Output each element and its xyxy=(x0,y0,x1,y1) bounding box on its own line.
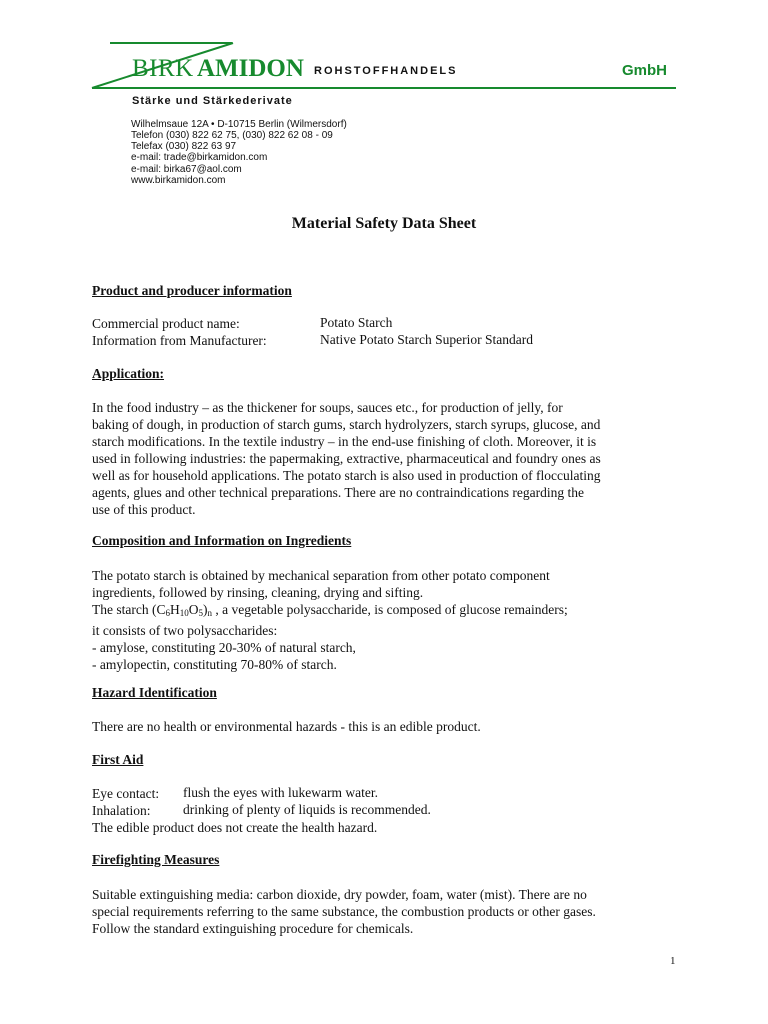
document-title: Material Safety Data Sheet xyxy=(291,215,477,232)
contact-address: Wilhelmsaue 12A • D-10715 Berlin (Wilmersdorf) xyxy=(131,119,347,130)
composition-formula-line xyxy=(92,601,682,622)
contact-email-1[interactable]: e-mail: trade@birkamidon.com xyxy=(131,152,268,163)
first-aid-inhalation-value: drinking of plenty of liquids is recommended. xyxy=(183,802,431,817)
first-aid-inhalation-label: Inhalation: xyxy=(92,803,151,818)
formula-suffix: , a vegetable polysaccharide, is composed of glucose remainders; xyxy=(211,602,568,617)
composition-paragraph xyxy=(92,567,682,673)
contact-website[interactable]: www.birkamidon.com xyxy=(131,175,226,186)
manufacturer-info-label: Information from Manufacturer: xyxy=(92,333,267,348)
contact-phone: Telefon (030) 822 62 75, (030) 822 62 08 - 09 xyxy=(131,130,333,141)
formula-subscript: n xyxy=(207,608,212,618)
letterhead-logo-lines xyxy=(0,0,768,120)
manufacturer-info-value: Native Potato Starch Superior Standard xyxy=(320,332,533,347)
formula-o: O xyxy=(188,602,199,617)
company-type-label: ROHSTOFFHANDELS xyxy=(314,65,458,77)
logo-amidon: AMIDON xyxy=(197,55,304,82)
application-line: In the food industry – as the thickener for soups, sauces etc., for production of jelly, for xyxy=(92,400,563,415)
logo-birk: BIRK xyxy=(132,55,194,82)
formula-subscript: 6 xyxy=(165,608,170,618)
contact-email-2[interactable]: e-mail: birka67@aol.com xyxy=(131,164,242,175)
contact-fax: Telefax (030) 822 63 97 xyxy=(131,141,237,152)
formula-h: H xyxy=(169,602,180,617)
section-heading-composition: Composition and Information on Ingredients xyxy=(92,533,352,548)
section-heading-hazard: Hazard Identification xyxy=(92,685,217,700)
section-heading-firefighting: Firefighting Measures xyxy=(92,852,220,867)
section-heading-product: Product and producer information xyxy=(92,283,292,298)
composition-line: it consists of two polysaccharides: xyxy=(92,623,278,638)
formula-close: ) xyxy=(202,602,208,617)
page-number: 1 xyxy=(670,955,676,967)
hazard-text: There are no health or environmental hazards - this is an edible product. xyxy=(92,719,481,734)
company-tagline: Stärke und Stärkederivate xyxy=(132,95,293,107)
application-line: agents, glues and other technical preparations. There are no contraindications regarding the xyxy=(92,485,584,500)
application-line: used in following industries: the papermaking, extractive, pharmaceutical and foundry ones as xyxy=(92,451,601,466)
legal-form-label: GmbH xyxy=(622,62,667,79)
section-heading-first-aid: First Aid xyxy=(92,752,144,767)
firefighting-line: Suitable extinguishing media: carbon dioxide, dry powder, foam, water (mist). There are no xyxy=(92,887,587,902)
composition-line: The potato starch is obtained by mechanical separation from other potato component xyxy=(92,568,550,583)
composition-line: ingredients, followed by rinsing, cleaning, drying and sifting. xyxy=(92,585,424,600)
application-line: use of this product. xyxy=(92,502,196,517)
product-name-value: Potato Starch xyxy=(320,315,393,330)
firefighting-paragraph xyxy=(92,886,682,937)
section-heading-application: Application: xyxy=(92,366,165,381)
composition-line: - amylose, constituting 20-30% of natural starch, xyxy=(92,640,356,655)
firefighting-line: Follow the standard extinguishing procedure for chemicals. xyxy=(92,921,414,936)
application-line: well as for household applications. The potato starch is also used in production of flocculating xyxy=(92,468,601,483)
firefighting-line: special requirements referring to the same substance, the combustion products or other gases. xyxy=(92,904,596,919)
formula-prefix: The starch (C xyxy=(92,602,166,617)
application-line: baking of dough, in production of starch gums, starch hydrolyzers, starch syrups, glucose, and xyxy=(92,417,601,432)
formula-subscript: 5 xyxy=(198,608,203,618)
first-aid-eye-value: flush the eyes with lukewarm water. xyxy=(183,785,378,800)
first-aid-note: The edible product does not create the health hazard. xyxy=(92,820,378,835)
product-name-label: Commercial product name: xyxy=(92,316,240,331)
composition-line: - amylopectin, constituting 70-80% of starch. xyxy=(92,657,337,672)
application-line: starch modifications. In the textile industry – in the end-use finishing of cloth. Moreover, it is xyxy=(92,434,597,449)
first-aid-eye-label: Eye contact: xyxy=(92,786,160,801)
formula-subscript: 10 xyxy=(179,608,189,618)
application-paragraph xyxy=(92,399,682,518)
